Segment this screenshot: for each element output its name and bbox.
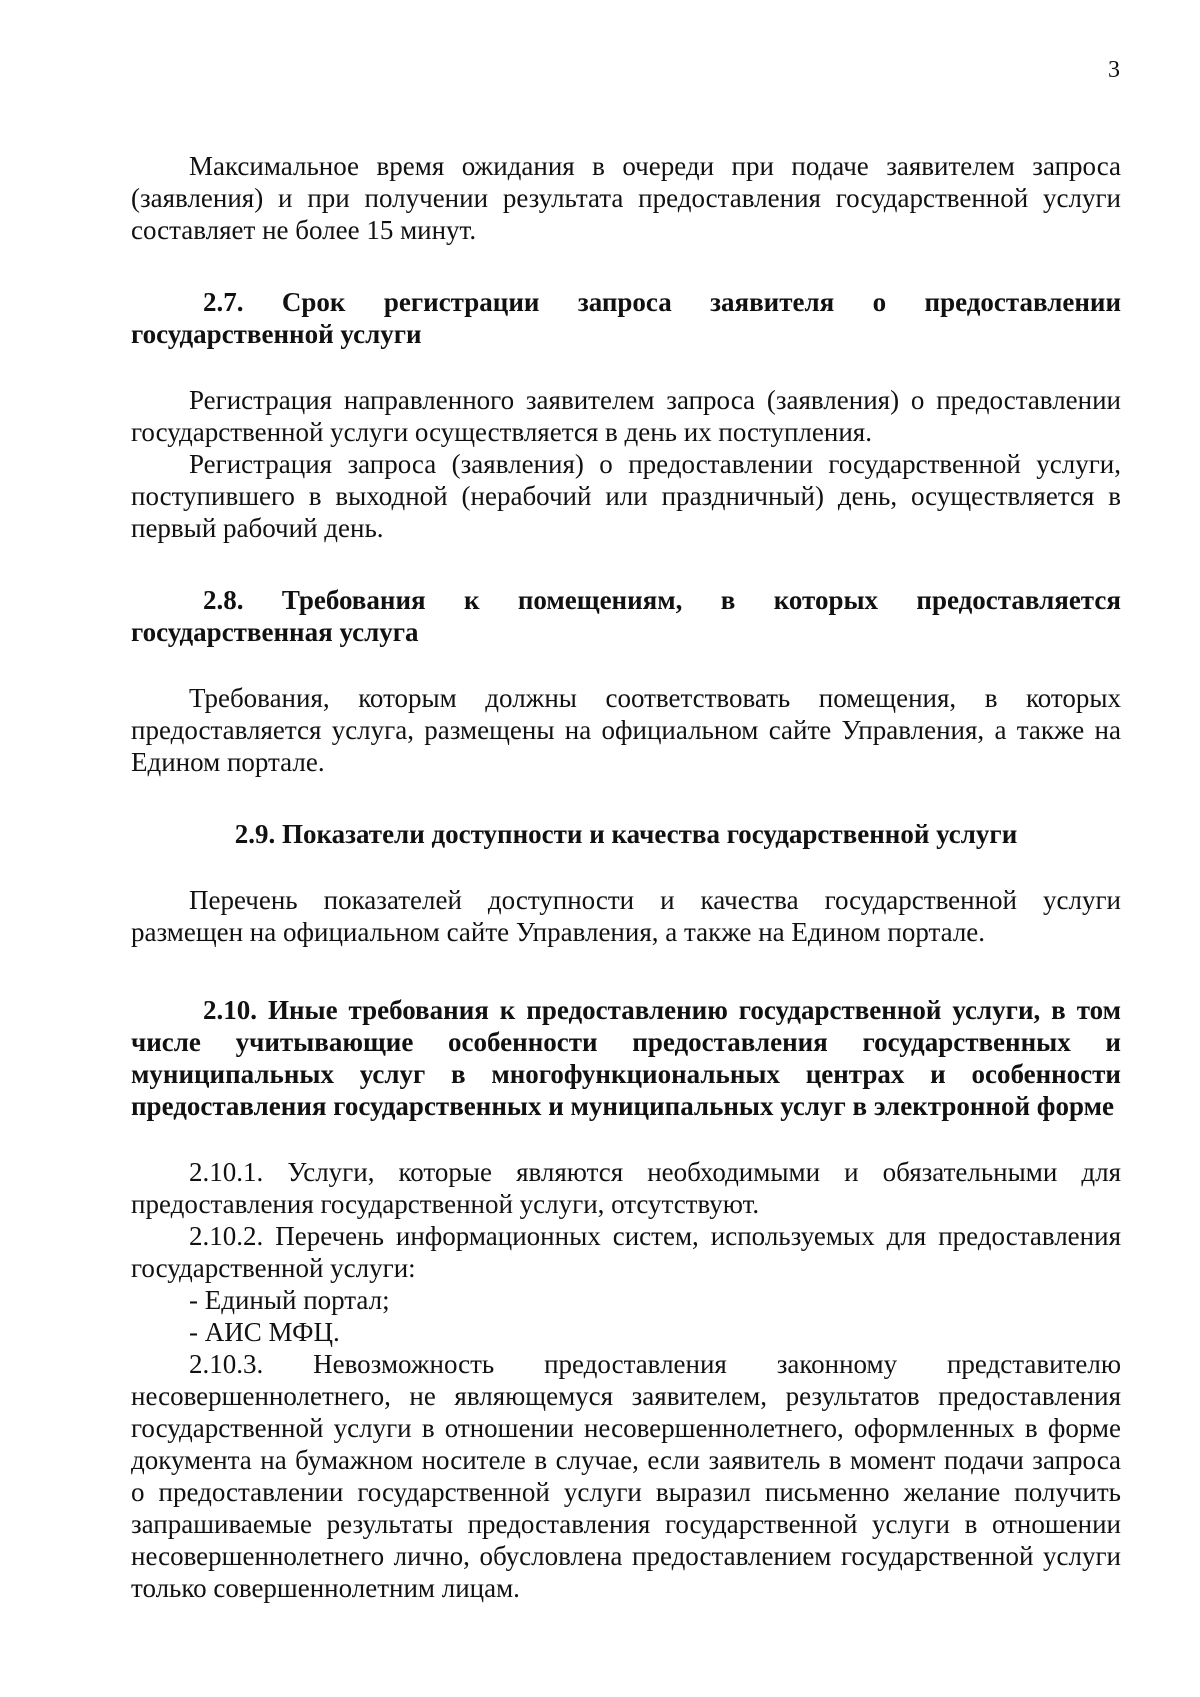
paragraph-2-10-3: 2.10.3. Невозможность предоставления законному представителю несовершеннолетнего, не являющемуся заявителем, результатов предоставления государственной услуги в отношении несовершеннолетнего, оформленных в форме документа на бумажном носителе в случае, если заявитель в момент подачи запроса о предоставлении государственной услуги выразил письменно желание получить запрашиваемые результаты предоставления государственной услуги в отношении несовершеннолетнего лично, обусловлена предоставлением государственной услуги только совершеннолетним лицам.	[131, 1349, 1121, 1603]
spacer	[131, 648, 1121, 682]
heading-2-10: 2.10. Иные требования к предоставлению государственной услуги, в том числе учитывающие особенности предоставления государственных и муниципальных услуг в многофункциональных центрах и особенности предоставления государственных и муниципальных услуг в электронной форме	[131, 995, 1121, 1121]
paragraph-wait-time: Максимальное время ожидания в очереди при подаче заявителем запроса (заявления) и при получении результата предоставления государственной услуги составляет не более 15 минут.	[131, 151, 1121, 245]
spacer	[131, 778, 1121, 818]
paragraph-2-9-1: Перечень показателей доступности и качества государственной услуги размещен на официальном сайте Управления, а также на Едином портале.	[131, 885, 1121, 947]
paragraph-2-10-1: 2.10.1. Услуги, которые являются необходимыми и обязательными для предоставления государственной услуги, отсутствуют.	[131, 1157, 1121, 1219]
heading-2-9: 2.9. Показатели доступности и качества государственной услуги	[234, 819, 1018, 849]
list-item: - Единый портал;	[189, 1285, 390, 1315]
heading-2-7: 2.7. Срок регистрации запроса заявителя о предоставлении государственной услуги	[131, 287, 1121, 349]
paragraph-2-7-1: Регистрация направленного заявителем запроса (заявления) о предоставлении государственной услуги осуществляется в день их поступления.	[131, 385, 1121, 447]
document-body	[131, 150, 1121, 1604]
spacer	[131, 544, 1121, 584]
paragraph-2-7-2: Регистрация запроса (заявления) о предоставлении государственной услуги, поступившего в выходной (нерабочий или праздничный) день, осуществляется в первый рабочий день.	[131, 449, 1121, 543]
paragraph-2-8-1: Требования, которым должны соответствовать помещения, в которых предоставляется услуга, размещены на официальном сайте Управления, а также на Едином портале.	[131, 683, 1121, 777]
spacer	[131, 850, 1121, 884]
spacer	[131, 350, 1121, 384]
spacer	[131, 948, 1121, 994]
page-number: 3	[1108, 57, 1120, 83]
list-item: - АИС МФЦ.	[189, 1317, 340, 1347]
spacer	[131, 1122, 1121, 1156]
heading-2-8: 2.8. Требования к помещениям, в которых предоставляется государственная услуга	[131, 585, 1121, 647]
spacer	[131, 246, 1121, 286]
paragraph-2-10-2: 2.10.2. Перечень информационных систем, используемых для предоставления государственной услуги:	[131, 1221, 1121, 1283]
